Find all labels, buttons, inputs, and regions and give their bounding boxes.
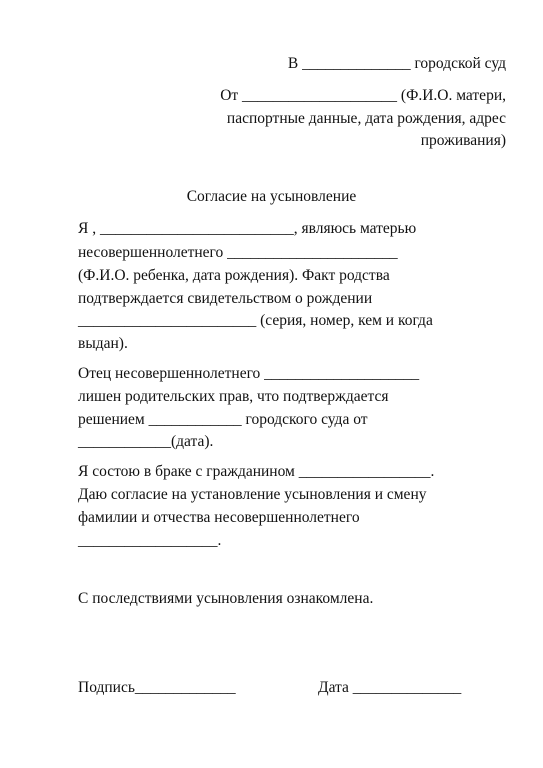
paragraph1-line: (Ф.И.О. ребенка, дата рождения). Факт родства bbox=[78, 267, 390, 284]
paragraph2-line: Отец несовершеннолетнего ____________________ bbox=[78, 365, 420, 382]
paragraph2-line: ____________(дата). bbox=[78, 433, 214, 450]
paragraph3-line: Я состою в браке с гражданином _________________. bbox=[78, 463, 435, 480]
paragraph1-line: подтверждается свидетельством о рождении bbox=[78, 290, 373, 307]
paragraph1-line: Я , _________________________, являюсь матерью bbox=[78, 220, 417, 237]
acknowledgment-line: С последствиями усыновления ознакомлена. bbox=[78, 590, 374, 607]
paragraph2-line: лишен родительских прав, что подтверждается bbox=[78, 388, 389, 405]
signature-field: Подпись_____________ bbox=[78, 679, 236, 696]
paragraph3-line: Даю согласие на установление усыновления и смену bbox=[78, 486, 427, 503]
paragraph1-line: выдан). bbox=[78, 335, 128, 352]
from-line: От ____________________ (Ф.И.О. матери, bbox=[220, 87, 506, 104]
residence-line: проживания) bbox=[420, 132, 506, 149]
paragraph2-line: решением ____________ городского суда от bbox=[78, 411, 368, 428]
paragraph3-line: __________________. bbox=[78, 532, 222, 549]
court-line: В ______________ городской суд bbox=[287, 55, 506, 72]
passport-line: паспортные данные, дата рождения, адрес bbox=[226, 110, 506, 127]
paragraph1-line: _______________________ (серия, номер, кем и когда bbox=[78, 312, 433, 329]
paragraph1-line: несовершеннолетнего ______________________ bbox=[78, 244, 398, 261]
document-title: Согласие на усыновление bbox=[186, 188, 357, 205]
paragraph3-line: фамилии и отчества несовершеннолетнего bbox=[78, 509, 360, 526]
date-field: Дата ______________ bbox=[318, 679, 462, 696]
